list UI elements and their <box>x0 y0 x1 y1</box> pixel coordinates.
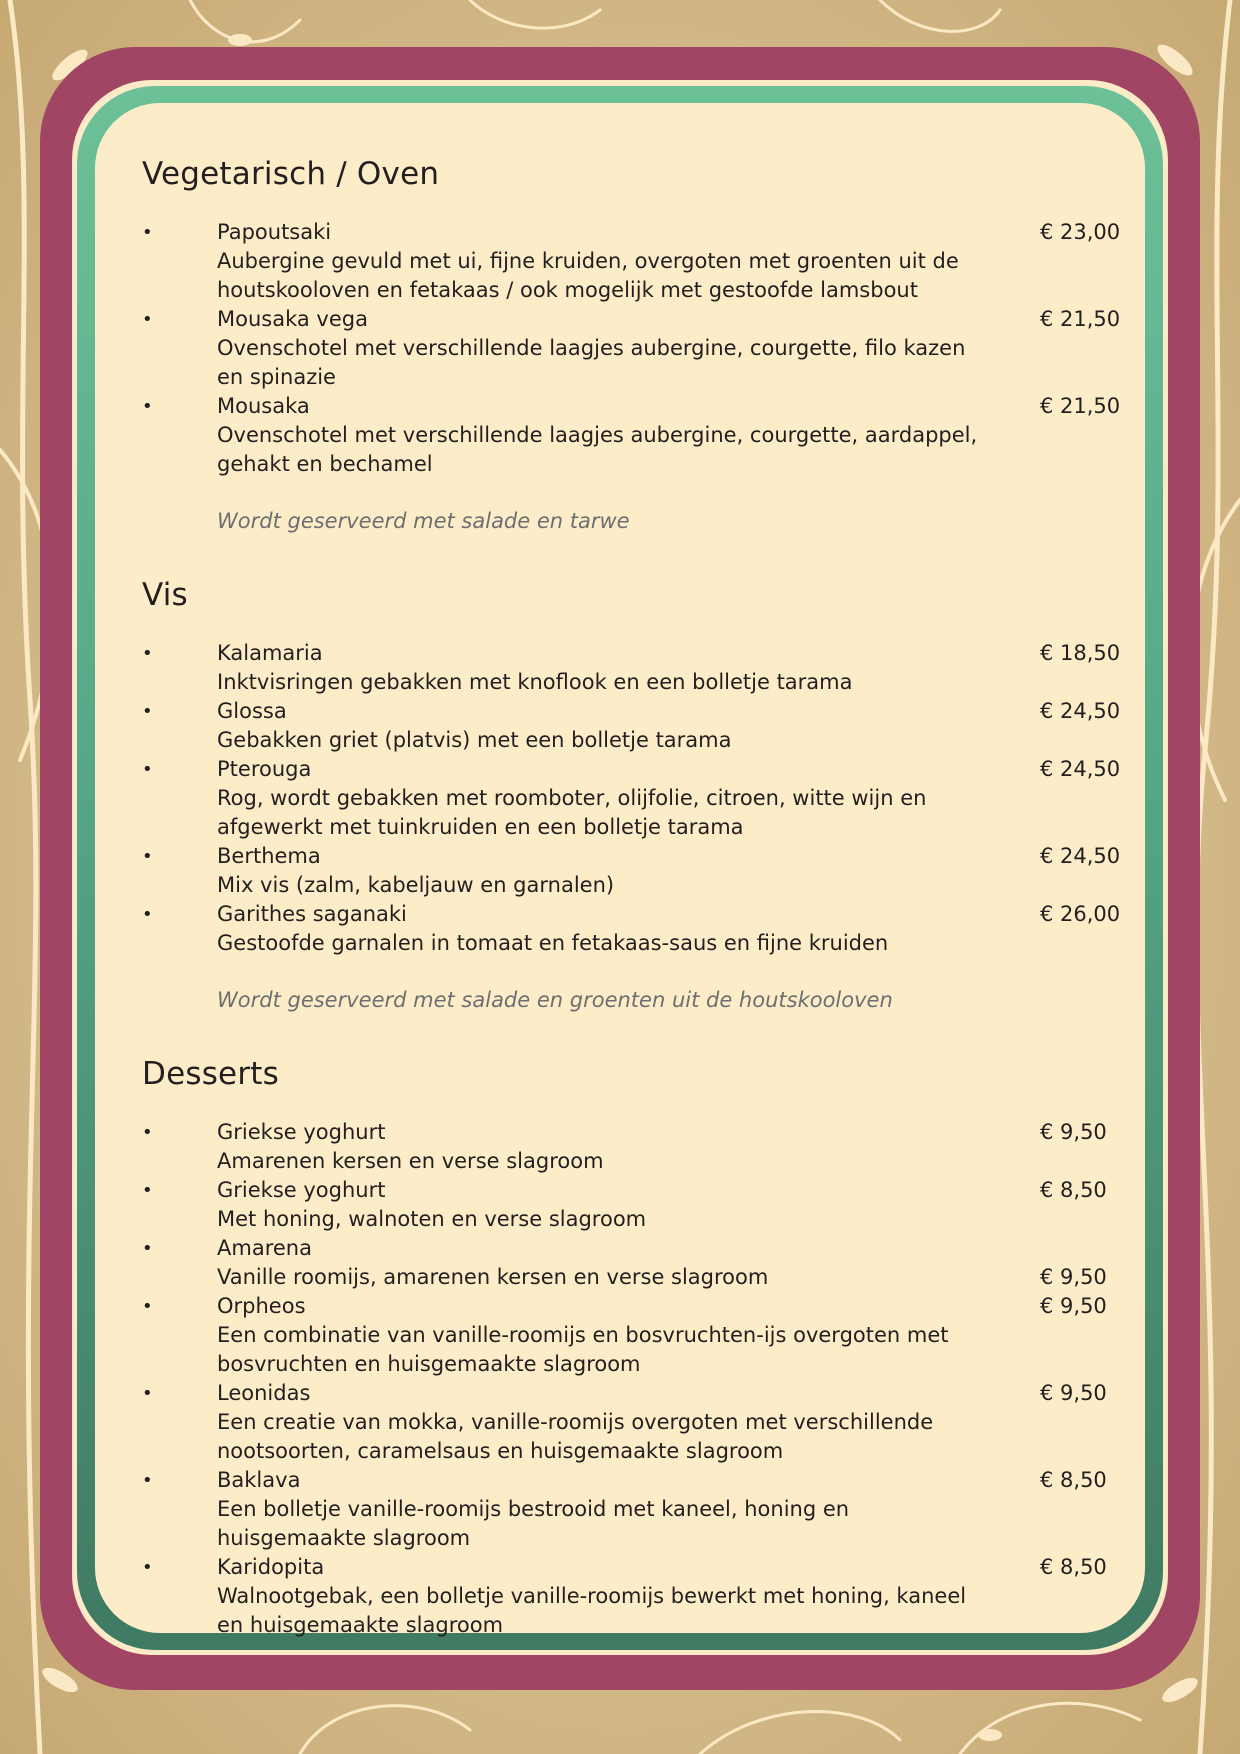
item-price: € 8,50 <box>1040 1468 1107 1492</box>
menu-item <box>142 218 1132 305</box>
item-price: € 21,50 <box>1040 394 1121 418</box>
item-description: Ovenschotel met verschillende laagjes aubergine, courgette, aardappel, <box>217 423 978 447</box>
item-name: Glossa <box>217 699 287 723</box>
menu-item <box>142 755 1132 842</box>
item-name: Baklava <box>217 1468 301 1492</box>
menu-section-vis <box>142 565 1132 1044</box>
menu-item <box>142 842 1132 900</box>
item-name: Orpheos <box>217 1294 306 1318</box>
menu-content <box>142 140 1132 1640</box>
item-price: € 9,50 <box>1040 1381 1107 1405</box>
menu-item <box>142 392 1132 479</box>
menu-item-list <box>142 218 1132 479</box>
menu-item <box>142 900 1132 958</box>
item-price: € 9,50 <box>1040 1120 1107 1144</box>
menu-item <box>142 697 1132 755</box>
bullet-icon: • <box>142 1238 153 1259</box>
item-price: € 8,50 <box>1040 1178 1107 1202</box>
item-name: Papoutsaki <box>217 220 332 244</box>
item-name: Pterouga <box>217 757 312 781</box>
item-name: Karidopita <box>217 1555 325 1579</box>
menu-item-list <box>142 1118 1132 1640</box>
bullet-icon: • <box>142 1470 153 1491</box>
bullet-icon: • <box>142 1557 153 1578</box>
bullet-icon: • <box>142 309 153 330</box>
menu-item <box>142 1234 1132 1292</box>
item-description: Gebakken griet (platvis) met een bolletje tarama <box>217 728 732 752</box>
menu-item <box>142 305 1132 392</box>
item-name: Mousaka <box>217 394 310 418</box>
menu-item <box>142 1553 1132 1640</box>
item-description: Rog, wordt gebakken met roomboter, olijfolie, citroen, witte wijn en <box>217 786 927 810</box>
item-description: Gestoofde garnalen in tomaat en fetakaas-saus en fijne kruiden <box>217 931 889 955</box>
item-description: bosvruchten en huisgemaakte slagroom <box>217 1352 641 1376</box>
menu-item <box>142 639 1132 697</box>
item-description: en spinazie <box>217 365 336 389</box>
menu-item <box>142 1292 1132 1379</box>
section-title: Vegetarisch / Oven <box>142 156 440 192</box>
item-description: huisgemaakte slagroom <box>217 1526 471 1550</box>
item-name: Mousaka vega <box>217 307 368 331</box>
item-description: Aubergine gevuld met ui, fijne kruiden, overgoten met groenten uit de <box>217 249 959 273</box>
section-note: Wordt geserveerd met salade en tarwe <box>217 509 630 533</box>
item-description: gehakt en bechamel <box>217 452 433 476</box>
item-price: € 24,50 <box>1040 844 1121 868</box>
bullet-icon: • <box>142 904 153 925</box>
bullet-icon: • <box>142 222 153 243</box>
section-note: Wordt geserveerd met salade en groenten uit de houtskooloven <box>217 988 893 1012</box>
bullet-icon: • <box>142 1383 153 1404</box>
section-title: Vis <box>142 577 188 613</box>
item-description: Vanille roomijs, amarenen kersen en verse slagroom <box>217 1265 769 1289</box>
item-price: € 9,50 <box>1040 1265 1107 1289</box>
item-name: Berthema <box>217 844 321 868</box>
bullet-icon: • <box>142 701 153 722</box>
item-description: afgewerkt met tuinkruiden en een bolletje tarama <box>217 815 744 839</box>
item-name: Kalamaria <box>217 641 323 665</box>
item-price: € 24,50 <box>1040 757 1121 781</box>
item-description: en huisgemaakte slagroom <box>217 1613 504 1637</box>
item-description: Met honing, walnoten en verse slagroom <box>217 1207 647 1231</box>
item-description: Ovenschotel met verschillende laagjes aubergine, courgette, filo kazen <box>217 336 966 360</box>
menu-item <box>142 1176 1132 1234</box>
menu-item <box>142 1118 1132 1176</box>
menu-item <box>142 1379 1132 1466</box>
bullet-icon: • <box>142 1180 153 1201</box>
item-price: € 24,50 <box>1040 699 1121 723</box>
item-name: Leonidas <box>217 1381 311 1405</box>
menu-section-desserts <box>142 1044 1132 1640</box>
item-name: Griekse yoghurt <box>217 1178 386 1202</box>
menu-item <box>142 1466 1132 1553</box>
item-description: Een bolletje vanille-roomijs bestrooid met kaneel, honing en <box>217 1497 850 1521</box>
item-name: Garithes saganaki <box>217 902 407 926</box>
item-description: nootsoorten, caramelsaus en huisgemaakte slagroom <box>217 1439 784 1463</box>
item-description: Een creatie van mokka, vanille-roomijs overgoten met verschillende <box>217 1410 934 1434</box>
bullet-icon: • <box>142 1296 153 1317</box>
item-name: Griekse yoghurt <box>217 1120 386 1144</box>
menu-section-vegetarisch <box>142 144 1132 565</box>
section-title: Desserts <box>142 1056 279 1092</box>
item-description: Amarenen kersen en verse slagroom <box>217 1149 604 1173</box>
bullet-icon: • <box>142 1122 153 1143</box>
item-description: Inktvisringen gebakken met knoflook en een bolletje tarama <box>217 670 853 694</box>
item-price: € 9,50 <box>1040 1294 1107 1318</box>
item-name: Amarena <box>217 1236 312 1260</box>
item-description: Mix vis (zalm, kabeljauw en garnalen) <box>217 873 615 897</box>
item-description: Een combinatie van vanille-roomijs en bosvruchten-ijs overgoten met <box>217 1323 949 1347</box>
item-price: € 18,50 <box>1040 641 1121 665</box>
item-price: € 21,50 <box>1040 307 1121 331</box>
bullet-icon: • <box>142 759 153 780</box>
item-price: € 26,00 <box>1040 902 1121 926</box>
menu-item-list <box>142 639 1132 958</box>
bullet-icon: • <box>142 846 153 867</box>
item-price: € 23,00 <box>1040 220 1121 244</box>
bullet-icon: • <box>142 396 153 417</box>
item-description: Walnootgebak, een bolletje vanille-roomijs bewerkt met honing, kaneel <box>217 1584 967 1608</box>
bullet-icon: • <box>142 643 153 664</box>
item-price: € 8,50 <box>1040 1555 1107 1579</box>
item-description: houtskooloven en fetakaas / ook mogelijk met gestoofde lamsbout <box>217 278 918 302</box>
